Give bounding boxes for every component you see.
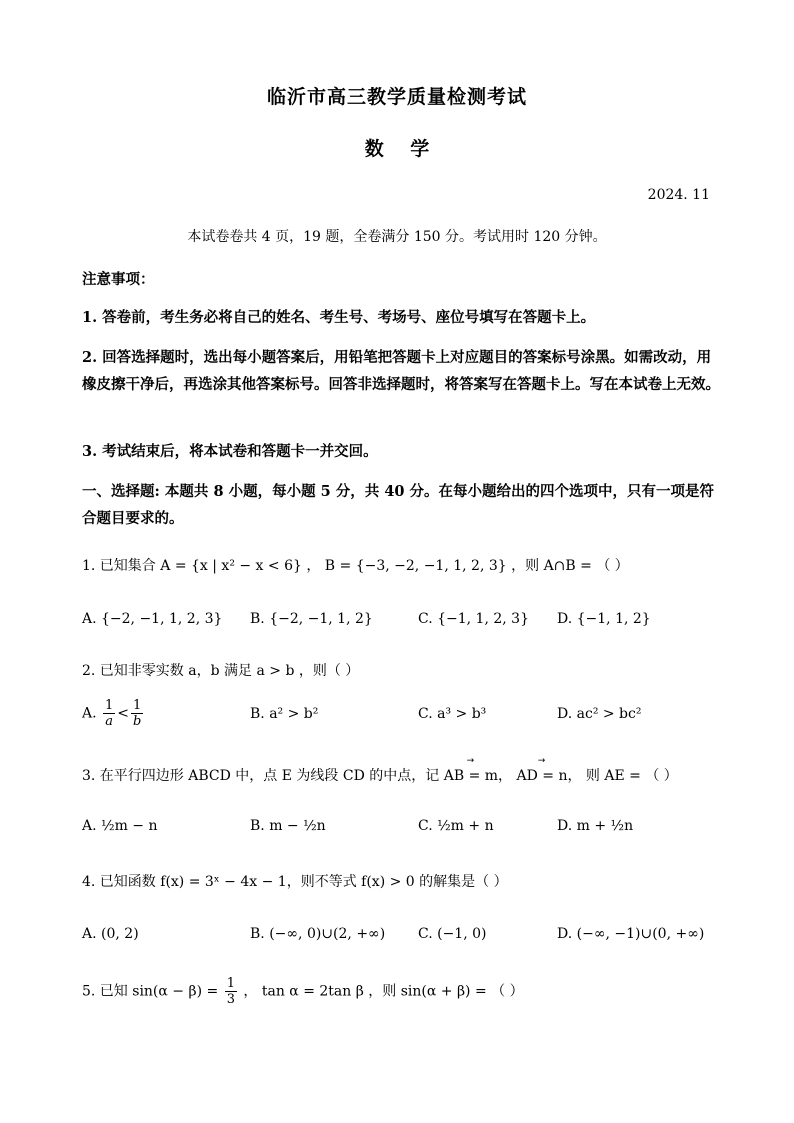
question-3-stem: 3. 在平行四边形 ABCD 中，点 E 为线段 CD 的中点，记 → AB = m， → AD = n， 则 AE = （ ） bbox=[82, 756, 678, 784]
question-1-option-d: D. {−1, 1, 2} bbox=[557, 611, 651, 627]
question-4-option-c: C. (−1, 0) bbox=[418, 926, 487, 942]
vector-arrow-icon: → bbox=[537, 756, 547, 766]
fraction-1-over-b bbox=[131, 698, 143, 729]
fraction-denominator: 3 bbox=[226, 992, 235, 1007]
fraction-numerator: 1 bbox=[105, 698, 114, 713]
subject-title: 数 学 bbox=[364, 138, 430, 160]
fraction-denominator: a bbox=[105, 714, 114, 729]
question-5-stem-post: ， tan α = 2tan β ，则 sin(α + β) = （ ） bbox=[243, 983, 524, 1000]
exam-date: 2024. 11 bbox=[647, 187, 710, 203]
question-3-option-d: D. m + ½n bbox=[557, 818, 634, 834]
fraction-denominator: b bbox=[133, 714, 142, 729]
fraction-numerator: 1 bbox=[226, 976, 235, 991]
question-5-stem-pre: 5. 已知 sin(α − β) = bbox=[82, 983, 219, 1000]
vector-ab-equation: → AB = m bbox=[443, 756, 499, 784]
question-2-option-c: C. a³ > b³ bbox=[418, 706, 487, 722]
question-1-stem: 1. 已知集合 A = {x | x² − x < 6} ， B = {−3, −2, −1, 1, 2, 3} ，则 A∩B = （ ） bbox=[82, 558, 629, 574]
notice-heading: 注意事项： bbox=[82, 271, 155, 288]
section-heading: 一、选择题: 本题共 8 小题，每小题 5 分，共 40 分。在每小题给出的四个选项中，只有一项是符合题目要求的。 bbox=[82, 483, 715, 527]
question-4-option-a: A. (0, 2) bbox=[82, 926, 139, 942]
question-1-option-b: B. {−2, −1, 1, 2} bbox=[250, 611, 373, 627]
exam-intro: 本试卷卷共 4 页，19 题，全卷满分 150 分。考试用时 120 分钟。 bbox=[187, 229, 607, 245]
fraction-1-over-a bbox=[103, 698, 115, 729]
notice-item-1: 1. 答卷前，考生务必将自己的姓名、考生号、考场号、座位号填写在答题卡上。 bbox=[82, 309, 596, 326]
option-label: A. bbox=[82, 705, 97, 722]
question-5-stem bbox=[82, 976, 524, 1007]
notice-item-2: 2. 回答选择题时，选出每小题答案后，用铅笔把答题卡上对应题目的答案标号涂黑。如需改动，用橡皮擦干净后，再选涂其他答案标号。回答非选择题时，将答案写在答题卡上。写在本试卷上无效。 bbox=[82, 349, 720, 393]
notice-item-3: 3. 考试结束后，将本试卷和答题卡一并交回。 bbox=[82, 443, 378, 460]
vector-ae-query: 则 AE = （ ） bbox=[585, 768, 678, 784]
question-1-option-c: C. {−1, 1, 2, 3} bbox=[418, 611, 529, 627]
question-3-option-b: B. m − ½n bbox=[250, 818, 326, 834]
question-2-option-d: D. ac² > bc² bbox=[557, 706, 642, 722]
question-2-stem: 2. 已知非零实数 a，b 满足 a > b ，则（ ） bbox=[82, 663, 360, 679]
fraction-numerator: 1 bbox=[131, 698, 143, 714]
fraction-1-over-3 bbox=[225, 976, 237, 1007]
question-4-option-b: B. (−∞, 0)∪(2, +∞) bbox=[250, 926, 386, 942]
question-1-option-a: A. {−2, −1, 1, 2, 3} bbox=[82, 611, 223, 627]
question-4-stem: 4. 已知函数 f(x) = 3ˣ − 4x − 1，则不等式 f(x) > 0 的解集是（ ） bbox=[82, 874, 508, 890]
question-2-option-b: B. a² > b² bbox=[250, 706, 319, 722]
question-3-option-a: A. ½m − n bbox=[82, 818, 158, 834]
exam-title: 临沂市高三教学质量检测考试 bbox=[266, 86, 527, 108]
question-4-option-d: D. (−∞, −1)∪(0, +∞) bbox=[557, 926, 705, 942]
question-3-option-c: C. ½m + n bbox=[418, 818, 494, 834]
question-3-stem-text: 3. 在平行四边形 ABCD 中，点 E 为线段 CD 的中点，记 bbox=[82, 768, 440, 784]
vector-arrow-icon: → bbox=[466, 756, 476, 766]
vector-ad-equation: → AD = n bbox=[516, 756, 568, 784]
question-2-option-a: A. $\frac{1}{a}$ < $\frac{1}{b}$ bbox=[82, 698, 142, 729]
